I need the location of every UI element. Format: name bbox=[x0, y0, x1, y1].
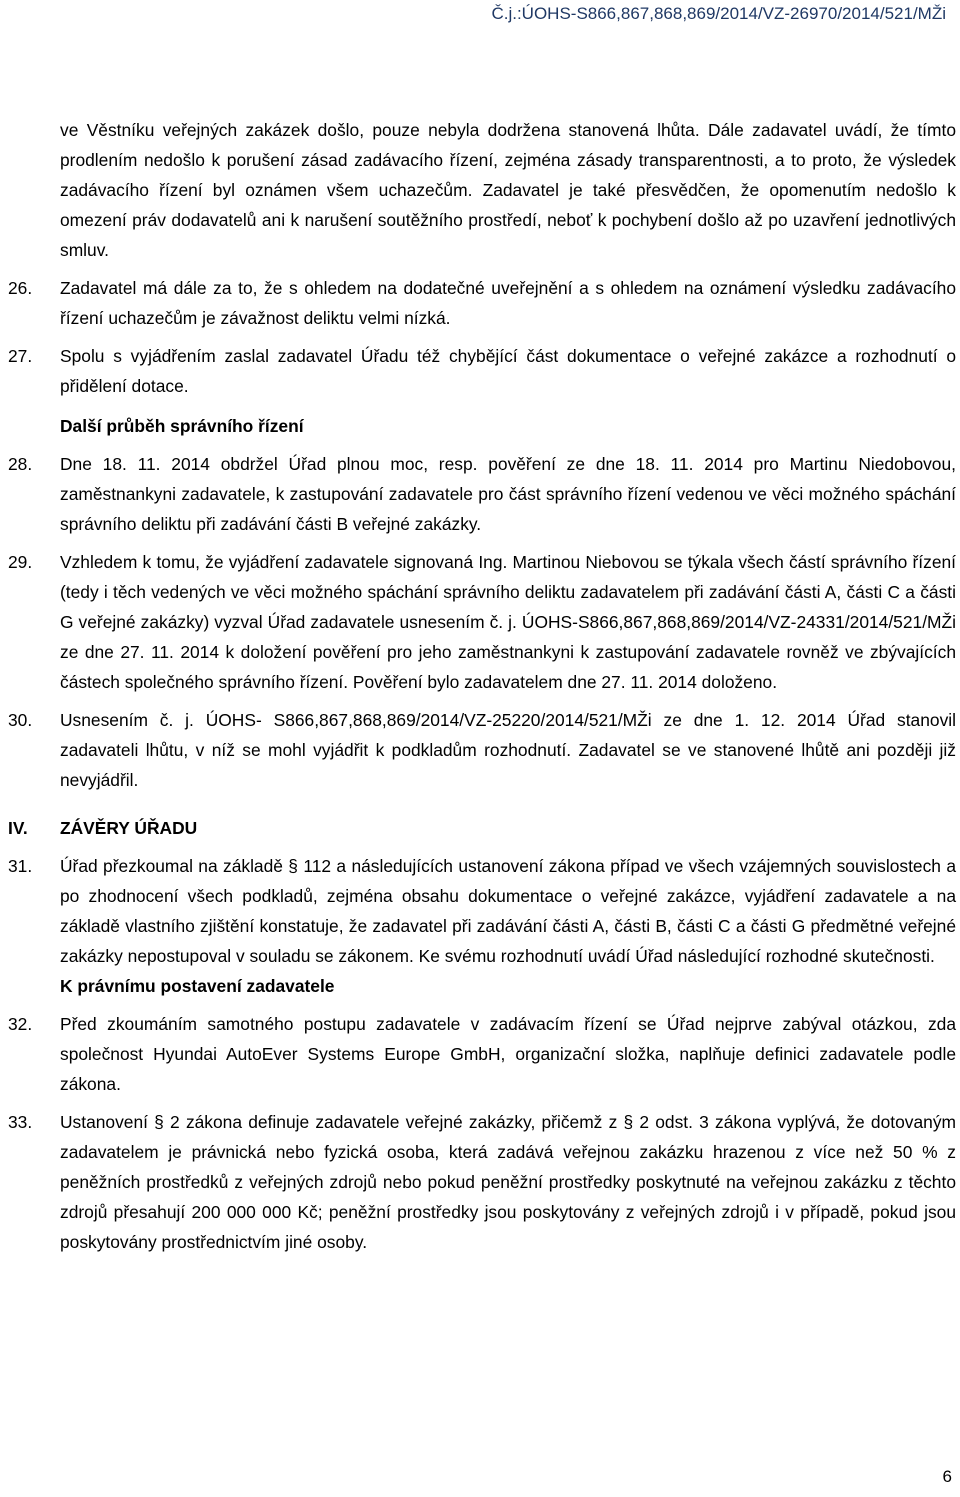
paragraph-number: 26. bbox=[8, 278, 33, 298]
paragraph-number: 30. bbox=[8, 710, 33, 730]
numbered-paragraph-27 bbox=[8, 341, 956, 401]
paragraph-number: 32. bbox=[8, 1014, 33, 1034]
numbered-paragraph-32 bbox=[8, 1009, 956, 1099]
paragraph-text: Zadavatel má dále za to, že s ohledem na dodatečné uveřejnění a s ohledem na oznámení výsledku zadávacího řízení uchazečům je závažnost deliktu velmi nízká. bbox=[60, 278, 956, 328]
paragraph-text: Spolu s vyjádřením zaslal zadavatel Úřadu též chybějící část dokumentace o veřejné zakázce a rozhodnutí o přidělení dotace. bbox=[60, 346, 956, 396]
paragraph-number: 29. bbox=[8, 552, 33, 572]
document-reference-header: Č.j.:ÚOHS-S866,867,868,869/2014/VZ-26970/2014/521/MŽi bbox=[491, 4, 946, 23]
paragraph-number: 27. bbox=[8, 346, 33, 366]
numbered-paragraph-29 bbox=[8, 547, 956, 697]
paragraph-number: 33. bbox=[8, 1112, 33, 1132]
paragraph-text: Ustanovení § 2 zákona definuje zadavatele veřejné zakázky, přičemž z § 2 odst. 3 zákona vyplývá, že dotovaným zadavatelem je právnická nebo fyzická osoba, která zadává veřejnou zakázku hrazenou z více než 50 % z peněžních prostředků z veřejných zdrojů nebo pokud peněžní prostředky poskytnuté na veřejnou zakázku z těchto zdrojů přesahují 200 000 000 Kč; peněžní prostředky jsou poskytovány z veřejných zdrojů i v případě, pokud jsou poskytovány prostřednictvím jiné osoby. bbox=[60, 1112, 956, 1252]
section-heading-conclusions bbox=[8, 813, 956, 843]
numbered-paragraph-28 bbox=[8, 449, 956, 539]
paragraph-text: Usnesením č. j. ÚOHS- S866,867,868,869/2014/VZ-25220/2014/521/MŽi ze dne 1. 12. 2014 Úřad stanovil zadavateli lhůtu, v níž se mohl vyjádřit k podkladům rozhodnutí. Zadavatel se ve stanovené lhůtě ani později již nevyjádřil. bbox=[60, 710, 956, 790]
section-number: IV. bbox=[8, 818, 28, 838]
numbered-paragraph-26 bbox=[8, 273, 956, 333]
paragraph-text: Vzhledem k tomu, že vyjádření zadavatele signovaná Ing. Martinou Niebovou se týkala všech částí správního řízení (tedy i těch vedených ve věci možného spáchání správního deliktu zadavatelem při zadávání části A, části C a části G veřejné zakázky) vyzval Úřad zadavatele usnesením č. j. ÚOHS-S866,867,868,869/2014/VZ-24331/2014/521/MŽi ze dne 27. 11. 2014 k doložení pověření pro jeho zaměstnankyni k zastupování zadavatele rovněž ve zbývajících částech společného správního řízení. Pověření bylo zadavatelem dne 27. 11. 2014 doloženo. bbox=[60, 552, 956, 692]
paragraph-text: Úřad přezkoumal na základě § 112 a následujících ustanovení zákona případ ve všech vzájemných souvislostech a po zhodnocení všech podkladů, zejména obsahu dokumentace o veřejné zakázce, vyjádření zadavatele a na základě vlastního zjištění konstatuje, že zadavatel při zadávání části A, části B, části C a části G předmětné veřejné zakázky nepostupoval v souladu se zákonem. Ke svému rozhodnutí uvádí Úřad následující rozhodné skutečnosti. bbox=[60, 856, 956, 966]
intro-paragraph: ve Věstníku veřejných zakázek došlo, pouze nebyla dodržena stanovená lhůta. Dále zadavatel uvádí, že tímto prodlením nedošlo k porušení zásad zadávacího řízení, zejména zásady transparentnosti, a to proto, že výsledek zadávacího řízení byl oznámen všem uchazečům. Zadavatel je také přesvědčen, že opomenutím nedošlo k omezení práv dodavatelů ani k narušení soutěžního prostředí, neboť k pochybení došlo až po uzavření jednotlivých smluv. bbox=[60, 120, 956, 260]
section-title: ZÁVĚRY ÚŘADU bbox=[60, 818, 198, 838]
document-body bbox=[8, 115, 956, 1257]
paragraph-number: 31. bbox=[8, 856, 33, 876]
numbered-paragraph-31 bbox=[8, 851, 956, 971]
paragraph-text: Před zkoumáním samotného postupu zadavatele v zadávacím řízení se Úřad nejprve zabýval otázkou, zda společnost Hyundai AutoEver Systems Europe GmbH, organizační složka, naplňuje definici zadavatele podle zákona. bbox=[60, 1014, 956, 1094]
numbered-paragraph-30 bbox=[8, 705, 956, 795]
numbered-paragraph-33 bbox=[8, 1107, 956, 1257]
paragraph-number: 28. bbox=[8, 454, 33, 474]
paragraph-text: Dne 18. 11. 2014 obdržel Úřad plnou moc, resp. pověření ze dne 18. 11. 2014 pro Martinu Niedobovou, zaměstnankyni zadavatele, k zastupování zadavatele pro část správního řízení vedenou ve věci možného spáchání správního deliktu při zadávání části B veřejné zakázky. bbox=[60, 454, 956, 534]
subheading-legal-status: K právnímu postavení zadavatele bbox=[60, 976, 335, 996]
page-number: 6 bbox=[942, 1467, 952, 1486]
subheading-further-proceedings: Další průběh správního řízení bbox=[60, 416, 304, 436]
